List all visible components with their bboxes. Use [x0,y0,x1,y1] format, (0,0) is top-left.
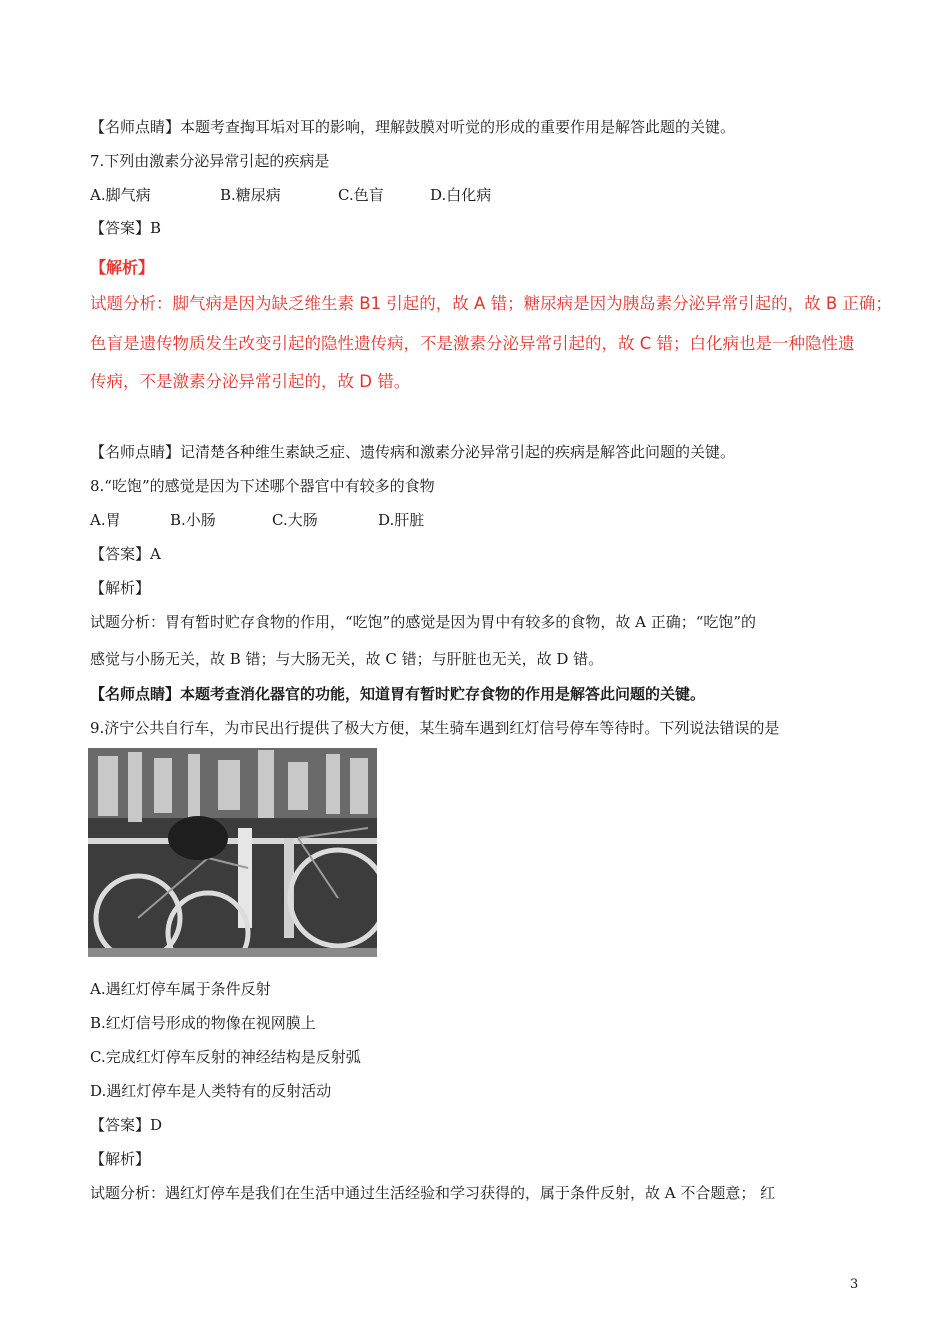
q9-question: 9.济宁公共自行车，为市民出行提供了极大方便，某生骑车遇到红灯信号停车等待时。下列说法错误的是 [90,719,780,737]
q9-option-b: B.红灯信号形成的物像在视网膜上 [90,1014,316,1032]
q7-answer: 【答案】B [90,219,162,237]
q8-question: 8.“吃饱”的感觉是因为下述哪个器官中有较多的食物 [90,477,435,495]
page-number: 3 [850,1277,859,1292]
q8-option-d: D.肝脏 [378,511,425,529]
q8-analysis-line: 感觉与小肠无关，故 B 错；与大肠无关，故 C 错；与肝脏也无关，故 D 错。 [90,650,604,668]
q9-option-a: A.遇红灯停车属于条件反射 [90,980,271,998]
bicycle-photo [88,748,377,957]
q7-option-b: B.糖尿病 [220,186,281,204]
q7-analysis-title: 【解析】 [90,258,155,277]
q8-answer: 【答案】A [90,545,161,563]
q8-tip: 【名师点睛】本题考查消化器官的功能，知道胃有暂时贮存食物的作用是解答此问题的关键。 [90,685,706,703]
q8-option-c: C.大肠 [272,511,318,529]
q7-analysis-line: 试题分析：脚气病是因为缺乏维生素 B1 引起的，故 A 错；糖尿病是因为胰岛素分泌异常引起的，故 B 正确； [90,294,892,313]
q7-options [90,185,491,205]
q9-analysis-line: 试题分析：遇红灯停车是我们在生活中通过生活经验和学习获得的，属于条件反射，故 A 不合题意； 红 [90,1184,776,1202]
q7-option-c: C.色盲 [338,186,384,204]
q7-option-d: D.白化病 [430,186,492,204]
q9-option-c: C.完成红灯停车反射的神经结构是反射弧 [90,1048,361,1066]
q7-analysis-line: 传病，不是激素分泌异常引起的，故 D 错。 [90,372,411,391]
q7-tip: 【名师点睛】记清楚各种维生素缺乏症、遗传病和激素分泌异常引起的疾病是解答此问题的关键。 [90,443,736,461]
q7-analysis-line: 色盲是遗传物质发生改变引起的隐性遗传病，不是激素分泌异常引起的，故 C 错；白化病也是一种隐性遗 [90,334,855,353]
q7-option-a: A.脚气病 [90,186,151,204]
q9-answer: 【答案】D [90,1116,163,1134]
q8-analysis-title: 【解析】 [90,579,151,597]
q9-option-d: D.遇红灯停车是人类特有的反射活动 [90,1082,332,1100]
q9-analysis-title: 【解析】 [90,1150,151,1168]
q8-analysis-line: 试题分析：胃有暂时贮存食物的作用，“吃饱”的感觉是因为胃中有较多的食物，故 A 正确；“吃饱”的 [90,613,757,631]
q8-option-a: A.胃 [90,511,121,529]
q7-question: 7.下列由激素分泌异常引起的疾病是 [90,152,330,170]
q6-tip: 【名师点睛】本题考查掏耳垢对耳的影响，理解鼓膜对听觉的形成的重要作用是解答此题的关键。 [90,118,736,136]
q8-options [90,510,424,530]
q8-option-b: B.小肠 [170,511,216,529]
